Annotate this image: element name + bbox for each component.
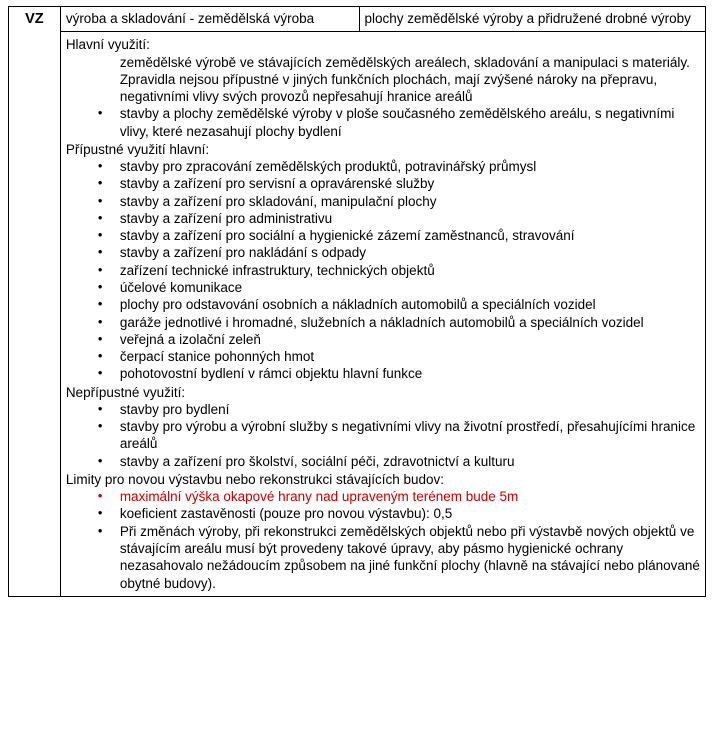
section-title: Přípustné využití hlavní: [65, 141, 210, 157]
list-item: • plochy pro odstavování osobních a nákladních automobilů a speciálních vozidel [66, 296, 700, 313]
section-forbidden-use [66, 383, 700, 470]
section-item-list [66, 488, 700, 592]
section-permitted-use [66, 140, 700, 383]
zone-code-cell: VZ [9, 7, 61, 597]
list-item: • stavby pro výrobu a výrobní služby s negativními vlivy na životní prostředí, přesahujícími hranice areálů [66, 418, 700, 453]
zone-content-cell [60, 32, 705, 597]
table-header-row [9, 7, 706, 32]
section-title: Hlavní využití: [65, 37, 150, 53]
list-item: • čerpací stanice pohonných hmot [66, 348, 700, 365]
section-item-list [66, 105, 700, 140]
table-body-row [9, 32, 706, 597]
regulation-table [8, 6, 706, 597]
list-item: • stavby a zařízení pro servisní a opravárenské služby [66, 175, 700, 192]
section-item-list [66, 401, 700, 470]
section-item-list [66, 158, 700, 382]
list-item: • stavby a zařízení pro školství, sociální péči, zdravotnictví a kulturu [66, 453, 700, 470]
list-item: • stavby pro zpracování zemědělských produktů, potravinářský průmysl [66, 158, 700, 175]
list-item: • garáže jednotlivé i hromadné, služebních a nákladních automobilů a speciálních vozidel [66, 314, 700, 331]
section-title: Nepřípustné využití: [65, 384, 186, 400]
section-title: Limity pro novou výstavbu nebo rekonstrukci stávajících budov: [65, 471, 445, 487]
section-main-use [66, 35, 700, 140]
section-limits [66, 470, 700, 592]
section-intro-text: zemědělské výrobě ve stávajících zemědělských areálech, skladování a manipulaci s materiály. Zpravidla nejsou přípustné v jiných funkčních plochách, mají zvýšené nároky na přepravu, negativními vlivy svých provozů nepřesahují hranice areálů [119, 54, 690, 105]
list-item: • stavby a zařízení pro sociální a hygienické zázemí zaměstnanců, stravování [66, 227, 700, 244]
list-item: • stavby pro bydlení [66, 401, 700, 418]
list-item: • stavby a zařízení pro administrativu [66, 210, 700, 227]
zone-description-cell: plochy zemědělské výroby a přidružené drobné výroby [359, 7, 705, 32]
list-item: • stavby a zařízení pro skladování, manipulační plochy [66, 193, 700, 210]
list-item: • veřejná a izolační zeleň [66, 331, 700, 348]
zone-name-cell: výroba a skladování - zemědělská výroba [60, 7, 359, 32]
list-item-highlighted: • maximální výška okapové hrany nad upraveným terénem bude 5m [66, 488, 700, 505]
list-item: • stavby a plochy zemědělské výroby v ploše současného zemědělského areálu, s negativními vlivy, které nezasahují plochy bydlení [66, 105, 700, 140]
list-item: • účelové komunikace [66, 279, 700, 296]
list-item: • pohotovostní bydlení v rámci objektu hlavní funkce [66, 365, 700, 382]
list-item: • Při změnách výroby, při rekonstrukci zemědělských objektů nebo při výstavbě nových objektů ve stávajícím areálu musí být provedeny takové úpravy, aby pásmo hygienické ochrany nezasahovalo nežádoucím způsobem na jiné funkční plochy (hlavně na stávající nebo plánované obytné budovy). [66, 523, 700, 592]
list-item: • stavby a zařízení pro nakládání s odpady [66, 244, 700, 261]
list-item: • koeficient zastavěnosti (pouze pro novou výstavbu): 0,5 [66, 505, 700, 522]
list-item: • zařízení technické infrastruktury, technických objektů [66, 262, 700, 279]
